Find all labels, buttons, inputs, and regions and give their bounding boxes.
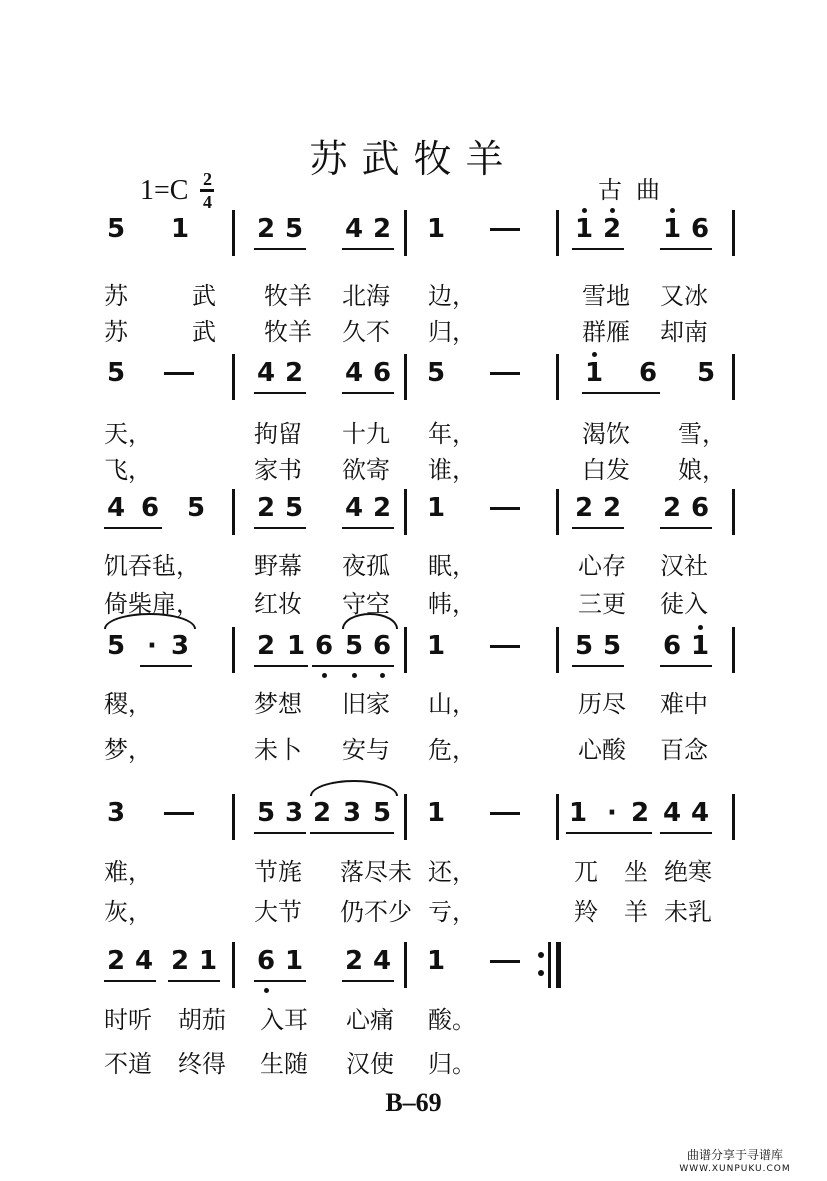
beam-underline xyxy=(582,392,660,394)
note: 5 xyxy=(106,214,126,244)
lyric-word: 还， xyxy=(428,858,476,886)
lyric-word: 武 xyxy=(192,282,216,310)
lyric-word: 守空 xyxy=(342,590,390,618)
note: 1 xyxy=(286,631,306,661)
note: 4 xyxy=(372,946,392,976)
sustain-dash xyxy=(490,372,520,375)
barline xyxy=(232,942,235,988)
lyric-word: 难， xyxy=(104,858,152,886)
lyric-word: 久不 xyxy=(342,318,390,346)
score-title: 苏武牧羊 xyxy=(309,137,518,181)
beam-underline xyxy=(254,832,306,834)
lyric-word: 时听 xyxy=(104,1006,152,1034)
sustain-dash xyxy=(490,228,520,231)
score-system xyxy=(104,352,736,402)
lyric-word: 家书 xyxy=(254,456,302,484)
key-signature xyxy=(140,170,214,211)
beam-underline xyxy=(254,665,308,667)
lyric-word: 北海 xyxy=(342,282,390,310)
lyric-word: 历尽 xyxy=(578,690,626,718)
note: 5 xyxy=(372,798,392,828)
beam-underline xyxy=(572,665,624,667)
lyric-word: 雪， xyxy=(678,420,726,448)
note: 6 xyxy=(372,358,392,388)
note: 2 xyxy=(170,946,190,976)
note: 4 xyxy=(662,798,682,828)
lyric-word: 年， xyxy=(428,420,476,448)
beam-underline xyxy=(168,980,220,982)
note: 5 xyxy=(574,631,594,661)
barline xyxy=(404,942,407,988)
note: 6 xyxy=(256,946,276,976)
beam-underline xyxy=(660,527,712,529)
beam-underline xyxy=(566,832,652,834)
note: 4 xyxy=(134,946,154,976)
sustain-dash xyxy=(490,645,520,648)
note: 2 xyxy=(630,798,650,828)
lyric-word: 帏， xyxy=(428,590,476,618)
meter-top: 2 xyxy=(202,169,212,189)
sustain-dash xyxy=(164,372,194,375)
note: 5 xyxy=(106,631,126,661)
note: 2 xyxy=(344,946,364,976)
note: 2 xyxy=(312,798,332,828)
lyric-word: 群雁 xyxy=(582,318,630,346)
lyric-word: 安与 xyxy=(342,736,390,764)
note: 6 xyxy=(690,493,710,523)
octave-dot-high xyxy=(592,352,597,357)
note: 1 xyxy=(426,798,446,828)
note: 1 xyxy=(662,214,682,244)
note: 1 xyxy=(574,214,594,244)
time-signature xyxy=(200,170,214,211)
lyric-word: 天， xyxy=(104,420,152,448)
note: 6 xyxy=(314,631,334,661)
note: 2 xyxy=(662,493,682,523)
note: 4 xyxy=(344,214,364,244)
note: 3 xyxy=(284,798,304,828)
lyric-word: 入耳 xyxy=(260,1006,308,1034)
note: 2 xyxy=(256,214,276,244)
score-system xyxy=(104,792,736,842)
beam-underline xyxy=(342,248,394,250)
note: 2 xyxy=(602,214,622,244)
beam-underline xyxy=(254,392,306,394)
note: 6 xyxy=(662,631,682,661)
note: 2 xyxy=(256,631,276,661)
slur xyxy=(310,780,398,796)
lyric-word: 坐 xyxy=(624,858,648,886)
lyric-word: 心酸 xyxy=(578,736,626,764)
score-system xyxy=(104,625,736,675)
lyric-word: 亏， xyxy=(428,898,476,926)
barline xyxy=(556,354,559,400)
note: 5 xyxy=(602,631,622,661)
note: 4 xyxy=(256,358,276,388)
score-system xyxy=(104,940,736,990)
lyric-word: 徒入 xyxy=(660,590,708,618)
lyric-word: 却南 xyxy=(660,318,708,346)
lyric-word: 节旄 xyxy=(254,858,302,886)
note: 1 xyxy=(584,358,604,388)
note: 5 xyxy=(186,493,206,523)
lyric-word: 梦， xyxy=(104,736,152,764)
note: 2 xyxy=(602,493,622,523)
lyric-word: 拘留 xyxy=(254,420,302,448)
note: 5 xyxy=(284,493,304,523)
sustain-dash xyxy=(490,812,520,815)
note: 1 xyxy=(426,631,446,661)
footer-url: WWW.XUNPUKU.COM xyxy=(679,1164,791,1174)
lyric-word: 旧家 xyxy=(342,690,390,718)
lyric-word: 苏 xyxy=(104,282,128,310)
barline xyxy=(232,627,235,673)
final-barline xyxy=(556,942,561,988)
repeat-dot xyxy=(538,970,544,976)
lyric-word: 生随 xyxy=(260,1050,308,1078)
lyric-word: 野幕 xyxy=(254,552,302,580)
octave-dot-high xyxy=(670,208,675,213)
lyric-word: 落尽未 xyxy=(340,858,412,886)
barline xyxy=(556,794,559,840)
lyric-word: 羊 xyxy=(624,898,648,926)
lyric-word: 山， xyxy=(428,690,476,718)
watermark-footer xyxy=(660,1148,810,1176)
beam-underline xyxy=(310,832,394,834)
final-barline xyxy=(548,942,551,988)
lyric-word: 牧羊 xyxy=(264,282,312,310)
note: 5 xyxy=(426,358,446,388)
lyric-word: 大节 xyxy=(254,898,302,926)
note: 2 xyxy=(256,493,276,523)
octave-dot-low xyxy=(380,673,385,678)
lyric-word: 眠， xyxy=(428,552,476,580)
lyric-word: 欲寄 xyxy=(342,456,390,484)
note: 5 xyxy=(106,358,126,388)
barline xyxy=(232,489,235,535)
footer-text: 曲谱分享于寻谱库 xyxy=(686,1148,783,1162)
lyric-word: 心存 xyxy=(578,552,626,580)
note: 2 xyxy=(574,493,594,523)
note: 1 xyxy=(198,946,218,976)
barline xyxy=(232,210,235,256)
note: 1 xyxy=(690,631,710,661)
octave-dot-low xyxy=(322,673,327,678)
barline-end xyxy=(732,354,735,400)
note: 3 xyxy=(342,798,362,828)
barline xyxy=(556,489,559,535)
lyric-word: 苏 xyxy=(104,318,128,346)
octave-dot-high xyxy=(582,208,587,213)
lyric-word: 武 xyxy=(192,318,216,346)
lyric-word: 白发 xyxy=(582,456,630,484)
note: 6 xyxy=(638,358,658,388)
lyric-word: 牧羊 xyxy=(264,318,312,346)
lyric-word: 终得 xyxy=(178,1050,226,1078)
note: 4 xyxy=(344,358,364,388)
note: 2 xyxy=(284,358,304,388)
octave-dot-low xyxy=(264,988,269,993)
beam-underline xyxy=(254,248,306,250)
note: 4 xyxy=(344,493,364,523)
note: 2 xyxy=(372,493,392,523)
note: 5 xyxy=(256,798,276,828)
score-system xyxy=(104,208,736,258)
lyric-word: 归， xyxy=(428,318,476,346)
dot-note: · xyxy=(607,798,617,828)
note: 4 xyxy=(106,493,126,523)
barline-end xyxy=(732,794,735,840)
barline-end xyxy=(732,210,735,256)
beam-underline xyxy=(572,527,624,529)
lyric-word: 酸。 xyxy=(428,1006,476,1034)
barline xyxy=(232,354,235,400)
lyric-word: 稷， xyxy=(104,690,152,718)
sustain-dash xyxy=(164,812,194,815)
note: 5 xyxy=(284,214,304,244)
barline xyxy=(404,489,407,535)
beam-underline xyxy=(254,980,306,982)
beam-underline xyxy=(342,980,394,982)
note: 6 xyxy=(140,493,160,523)
note: 6 xyxy=(372,631,392,661)
repeat-dot xyxy=(538,952,544,958)
lyric-word: 谁， xyxy=(428,456,476,484)
lyric-word: 不道 xyxy=(104,1050,152,1078)
beam-underline xyxy=(104,527,162,529)
barline xyxy=(404,627,407,673)
note: 2 xyxy=(106,946,126,976)
beam-underline xyxy=(342,392,394,394)
lyric-word: 危， xyxy=(428,736,476,764)
lyric-word: 红妆 xyxy=(254,590,302,618)
lyric-word: 仍不少 xyxy=(340,898,412,926)
lyric-word: 绝寒 xyxy=(664,858,712,886)
beam-underline xyxy=(572,248,624,250)
lyric-word: 汉使 xyxy=(346,1050,394,1078)
barline xyxy=(404,354,407,400)
beam-underline xyxy=(342,527,394,529)
dot-note: · xyxy=(147,631,157,661)
note: 3 xyxy=(170,631,190,661)
lyric-word: 未乳 xyxy=(664,898,712,926)
note: 1 xyxy=(170,214,190,244)
lyric-word: 灰， xyxy=(104,898,152,926)
note: 3 xyxy=(106,798,126,828)
lyric-word: 十九 xyxy=(342,420,390,448)
note: 4 xyxy=(690,798,710,828)
lyric-word: 百念 xyxy=(660,736,708,764)
page-number: B–69 xyxy=(385,1088,442,1117)
sustain-dash xyxy=(490,960,520,963)
lyric-word: 娘， xyxy=(678,456,726,484)
lyric-word: 羚 xyxy=(574,898,598,926)
lyric-word: 飞， xyxy=(104,456,152,484)
note: 1 xyxy=(568,798,588,828)
beam-underline xyxy=(104,980,156,982)
octave-dot-low xyxy=(352,673,357,678)
beam-underline xyxy=(660,248,712,250)
sustain-dash xyxy=(490,507,520,510)
lyric-word: 倚柴扉， xyxy=(104,590,200,618)
barline xyxy=(232,794,235,840)
beam-underline xyxy=(660,665,712,667)
lyric-word: 兀 xyxy=(574,858,598,886)
lyric-word: 心痛 xyxy=(346,1006,394,1034)
barline-end xyxy=(732,489,735,535)
lyric-word: 汉社 xyxy=(660,552,708,580)
lyric-word: 梦想 xyxy=(254,690,302,718)
barline xyxy=(404,210,407,256)
lyric-word: 未卜 xyxy=(254,736,302,764)
note: 1 xyxy=(426,946,446,976)
lyric-word: 边， xyxy=(428,282,476,310)
beam-underline xyxy=(254,527,306,529)
key-label: 1=C xyxy=(140,174,189,206)
lyric-word: 归。 xyxy=(428,1050,476,1078)
lyric-word: 又冰 xyxy=(660,282,708,310)
barline xyxy=(556,627,559,673)
lyric-word: 饥吞毡， xyxy=(104,552,200,580)
note: 6 xyxy=(690,214,710,244)
barline xyxy=(404,794,407,840)
note: 5 xyxy=(696,358,716,388)
octave-dot-high xyxy=(610,208,615,213)
lyric-word: 夜孤 xyxy=(342,552,390,580)
beam-underline xyxy=(660,832,712,834)
lyric-word: 胡茄 xyxy=(178,1006,226,1034)
octave-dot-high xyxy=(698,625,703,630)
note: 1 xyxy=(284,946,304,976)
composer-credit: 古曲 xyxy=(598,176,674,204)
beam-underline xyxy=(312,665,394,667)
lyric-word: 难中 xyxy=(660,690,708,718)
lyric-word: 三更 xyxy=(578,590,626,618)
note: 1 xyxy=(426,493,446,523)
lyric-word: 渴饮 xyxy=(582,420,630,448)
barline xyxy=(556,210,559,256)
beam-underline xyxy=(140,665,192,667)
meter-bottom: 4 xyxy=(202,192,212,212)
note: 2 xyxy=(372,214,392,244)
note: 1 xyxy=(426,214,446,244)
barline-end xyxy=(732,627,735,673)
note: 5 xyxy=(344,631,364,661)
lyric-word: 雪地 xyxy=(582,282,630,310)
score-system xyxy=(104,487,736,537)
